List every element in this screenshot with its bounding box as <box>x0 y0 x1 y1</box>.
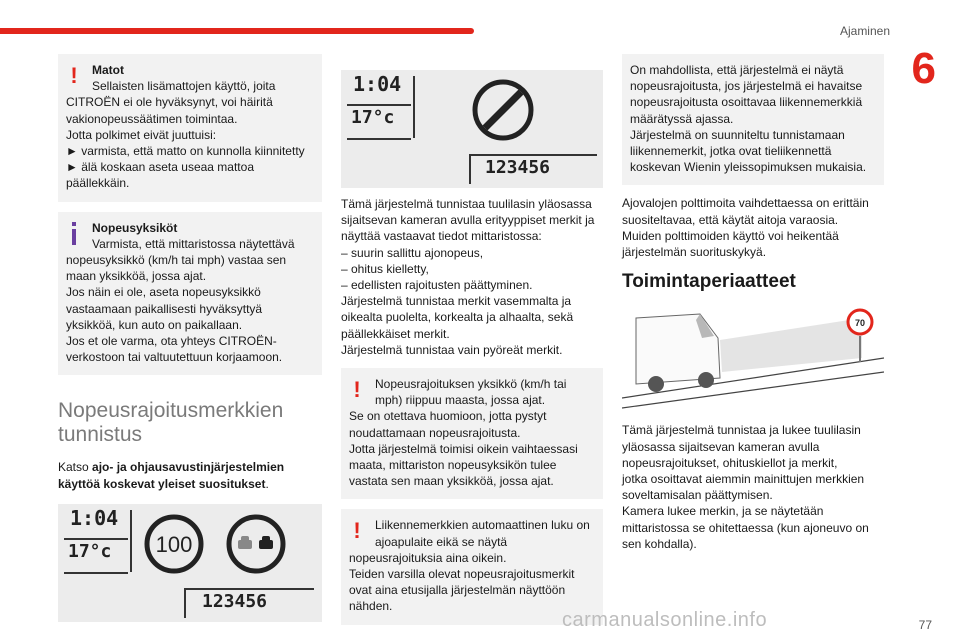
temperature-readout: 17°c <box>68 540 112 562</box>
note-title: Nopeusyksiköt <box>92 220 178 235</box>
info-icon <box>64 222 84 246</box>
instrument-display-end-of-limits <box>341 70 603 188</box>
note-title: Matot <box>92 63 124 77</box>
page-number: 77 <box>918 618 932 632</box>
section-heading: Toimintaperiaatteet <box>622 271 796 293</box>
column-3 <box>622 54 884 552</box>
watermark: carmanualsonline.info <box>562 609 768 631</box>
warning-note-speed-unit: ! Nopeusrajoituksen yksikkö (km/h tai mph) riippuu maasta, jossa ajat. Se on otettava huomioon, jotta pystyt noudattamaan nopeusrajoitusta. Jotta järjestelmä toimisi oikein vaihtaessasi maata, mittariston nopeusyksikön tulee vastata sen maan yksikköä, jossa ajat. <box>341 368 603 499</box>
chapter-number: 6 <box>911 44 936 93</box>
end-of-restrictions-sign-icon <box>471 78 535 142</box>
odometer-readout: 123456 <box>485 157 551 178</box>
info-note-speed-units: Nopeusyksiköt Varmista, että mittaristossa näytettävä nopeusyksikkö (km/h tai mph) vastaa sen maan yksikköä, jossa ajat. Jos näin ei ole, aseta nopeusyksikkö vastaamaan paikallisesti hyväksyttyä yksikköä, kun auto on paikallaan. Jos et ole varma, ota yhteys CITROËN- verkostoon tai valtuutettuun korjaamoon. <box>58 212 322 376</box>
speed-limit-value: 100 <box>155 531 193 557</box>
system-description: Tämä järjestelmä tunnistaa tuulilasin yläosassa sijaitsevan kameran avulla erityyppiset merkit ja näyttää vastaavat tiedot mittaristossa: – suurin sallittu ajonopeus, – ohitus kielletty, – edellisten rajoitusten päättyminen. Järjestelmä tunnistaa merkit vasemmalta ja oikealta puolelta, korkealta ja alhaalta, sekä päällekkäiset merkit. Järjestelmä tunnistaa vain pyöreät merkit. <box>341 197 595 357</box>
odometer-readout: 123456 <box>202 590 268 612</box>
instrument-display-speed-limit <box>58 504 322 622</box>
clock-readout: 1:04 <box>70 505 119 530</box>
column-1 <box>58 54 322 622</box>
info-box-vienna-convention: On mahdollista, että järjestelmä ei näytä nopeusrajoitusta, jos järjestelmä ei havaitse nopeusrajoitusta osoittavaa liikennemerkkiä määrätyssä ajassa. Järjestelmä on suunniteltu tunnistamaan liikennemerkit, jotka ovat tieliikennettä koskevan Wienin yleissopimuksen mukaisia. <box>622 54 884 185</box>
column-2 <box>341 70 603 635</box>
speed-limit-sign-icon <box>144 514 204 574</box>
section-title: Ajaminen <box>839 24 890 38</box>
top-accent-bar <box>0 28 474 34</box>
van-camera-illustration <box>622 300 884 410</box>
van-on-road-icon <box>622 300 884 410</box>
warning-icon: ! <box>353 377 361 403</box>
no-overtaking-sign-icon <box>226 514 286 574</box>
section-heading: Nopeusrajoitusmerkkien tunnistus <box>58 399 284 447</box>
temperature-readout: 17°c <box>351 107 395 128</box>
clock-readout: 1:04 <box>353 72 402 96</box>
operation-paragraph: Tämä järjestelmä tunnistaa ja lukee tuulilasin yläosassa sijaitsevan kameran avulla nopeusrajoitukset, ohituskiellot ja merkit, jotka osoittavat aiemmin mainittujen merkkien soveltamisalan päättymisen. Kamera lukee merkin, ja se näytetään mittaristossa se ohitettaessa (kun ajoneuvo on sen kohdalla). <box>622 423 869 551</box>
warning-note-mats: ! Matot Sellaisten lisämattojen käyttö, joita CITROËN ei ole hyväksynyt, voi häiritä vakionopeussäätimen toimintaa. Jotta polkimet eivät juuttuisi: ► varmista, että matto on kunnolla kiinnitetty ► älä koskaan aseta useaa mattoa päällekkäin. <box>58 54 322 202</box>
warning-icon: ! <box>353 518 361 544</box>
intro-paragraph: Katso ajo- ja ohjausavustinjärjestelmien käyttöä koskevat yleiset suositukset. <box>58 460 285 491</box>
bulb-paragraph: Ajovalojen polttimoita vaihdettaessa on erittäin suositeltavaa, että käytät aitoja varaosia. Muiden polttimoiden käyttö voi heikentää järjestelmän suorituskykyä. <box>622 196 869 260</box>
warning-note-automatic-reading: ! Liikennemerkkien automaattinen luku on ajoapulaite eikä se näytä nopeusrajoituksia aina oikein. Teiden varsilla olevat nopeusrajoitusmerkit ovat aina etusijalla järjestelmän näyttöön nähden. <box>341 509 603 624</box>
sign-value: 70 <box>854 318 866 329</box>
warning-icon: ! <box>70 63 78 88</box>
